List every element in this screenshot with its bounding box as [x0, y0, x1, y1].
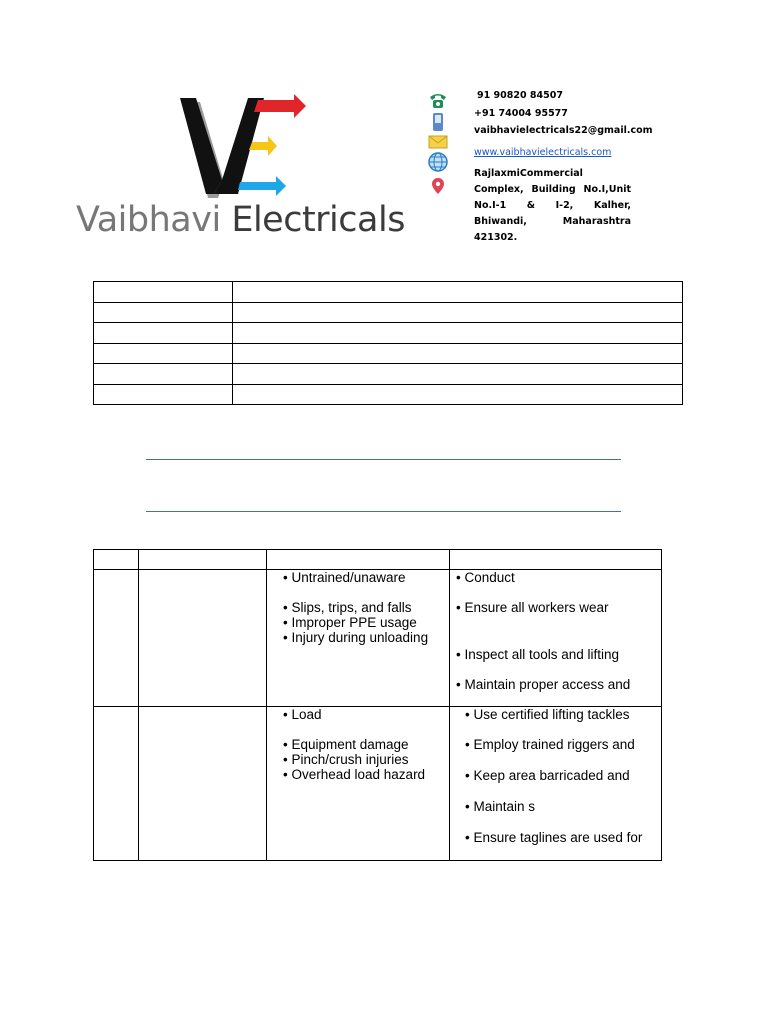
control-item: • Inspect all tools and lifting [456, 647, 620, 662]
table-cell [94, 384, 233, 405]
mobile-icon [426, 112, 450, 132]
table-cell [233, 384, 683, 405]
control-item: • Ensure all workers wear [456, 600, 609, 615]
email-address: vaibhavielectricals22@gmail.com [474, 125, 653, 136]
table-cell [233, 323, 683, 344]
control-item: • Keep area barricaded and [465, 768, 630, 783]
table-row [94, 364, 683, 385]
website-link[interactable]: www.vaibhavielectricals.com [474, 147, 612, 158]
email-icon [426, 132, 450, 152]
table-cell [139, 570, 267, 707]
table-cell [94, 570, 139, 707]
table-row [94, 282, 683, 303]
control-cell [450, 707, 662, 861]
table-header-row [94, 550, 662, 570]
table-cell [233, 343, 683, 364]
control-item: • Conduct [456, 570, 515, 585]
ve-logo-mark [178, 94, 388, 204]
table-row [94, 323, 683, 344]
control-item: • Use certified lifting tackles [465, 707, 630, 722]
phone-number-2: +91 74004 95577 [474, 108, 568, 119]
location-pin-icon [426, 176, 450, 196]
table-cell [94, 323, 233, 344]
hazard-item: • Pinch/crush injuries [283, 752, 409, 767]
hazard-item: • Improper PPE usage [283, 615, 417, 630]
control-item: • Employ trained riggers and [465, 737, 635, 752]
control-item: • Maintain s [465, 799, 536, 814]
company-logo [76, 90, 421, 250]
project-info-table [93, 281, 683, 405]
hazard-item: • Load [283, 707, 322, 722]
table-cell [139, 707, 267, 861]
hazard-item: • Untrained/unaware [283, 570, 406, 585]
table-cell [94, 364, 233, 385]
table-cell [233, 302, 683, 323]
control-item: • Ensure taglines are used for [465, 830, 643, 845]
table-header-cell [450, 550, 662, 570]
postal-address: RajlaxmiCommercial Complex, Building No.I,Unit No.I-1 & I-2, Kalher, Bhiwandi, Maharashtra 421302. [474, 168, 631, 243]
control-item: • Maintain proper access and [456, 677, 631, 692]
globe-icon [426, 152, 450, 172]
table-cell [94, 282, 233, 303]
hazard-item: • Equipment damage [283, 737, 409, 752]
table-cell [233, 282, 683, 303]
divider-line [146, 459, 621, 460]
table-header-cell [267, 550, 450, 570]
table-cell [94, 343, 233, 364]
table-row [94, 707, 662, 861]
company-name: Vaibhavi Electricals [76, 200, 405, 240]
hazard-table [93, 549, 662, 861]
phone-icon [426, 90, 450, 110]
table-row [94, 384, 683, 405]
table-cell [94, 302, 233, 323]
control-cell [450, 570, 662, 707]
table-cell [233, 364, 683, 385]
table-row [94, 570, 662, 707]
hazard-cell [267, 707, 450, 861]
table-header-cell [139, 550, 267, 570]
table-header-cell [94, 550, 139, 570]
table-row [94, 343, 683, 364]
hazard-item: • Injury during unloading [283, 630, 429, 645]
hazard-item: • Overhead load hazard [283, 767, 426, 782]
table-cell [94, 707, 139, 861]
hazard-cell [267, 570, 450, 707]
hazard-item: • Slips, trips, and falls [283, 600, 412, 615]
phone-number-1: 91 90820 84507 [477, 90, 563, 101]
table-row [94, 302, 683, 323]
divider-line [146, 511, 621, 512]
